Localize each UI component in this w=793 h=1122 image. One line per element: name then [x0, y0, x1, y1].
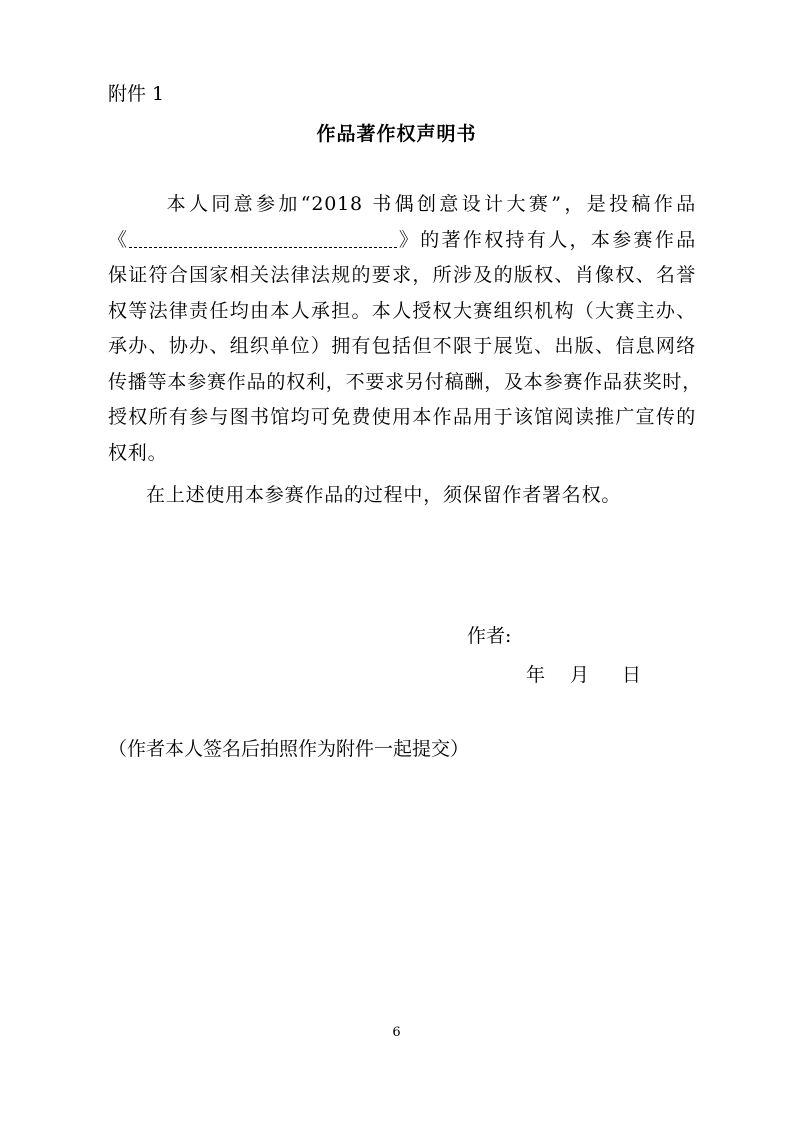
work-title-blank[interactable]: [129, 229, 397, 248]
author-signature-label: 作者:: [467, 625, 512, 647]
document-title: 作品著作权声明书: [316, 123, 477, 145]
paragraph-line-text: 本人同意参加“2018 书偶创意设计大赛”，是投稿作品: [164, 193, 696, 215]
paragraph-line: 权利。: [108, 441, 168, 464]
day-label: 日: [622, 664, 642, 686]
submission-note: （作者本人签名后拍照作为附件一起提交）: [108, 738, 470, 760]
year-label: 年: [526, 664, 546, 686]
paragraph-line: 保证符合国家相关法律法规的要求，所涉及的版权、肖像权、名誉: [108, 264, 696, 286]
month-label: 月: [570, 664, 590, 686]
date-line: [526, 661, 641, 689]
paragraph-line: 权等法律责任均由本人承担。本人授权大赛组织机构（大赛主办、: [108, 299, 696, 322]
paragraph-line: 承办、协办、组织单位）拥有包括但不限于展览、出版、信息网络: [108, 335, 696, 357]
attachment-label: 附件 1: [108, 83, 165, 105]
paragraph-line-text: 》的著作权持有人，本参赛作品: [397, 228, 696, 251]
work-title-open-bracket: 《: [108, 228, 130, 251]
paragraph-line: 授权所有参与图书馆均可免费使用本作品用于该馆阅读推广宣传的: [108, 406, 696, 428]
paragraph-line: [108, 223, 696, 259]
paragraph-line: 传播等本参赛作品的权利，不要求另付稿酬，及本参赛作品获奖时，: [108, 370, 703, 393]
declaration-paragraph: [108, 187, 703, 471]
page-number: 6: [392, 1025, 401, 1040]
attribution-paragraph: 在上述使用本参赛作品的过程中，须保留作者署名权。: [146, 484, 622, 506]
paragraph-line: [108, 187, 696, 223]
